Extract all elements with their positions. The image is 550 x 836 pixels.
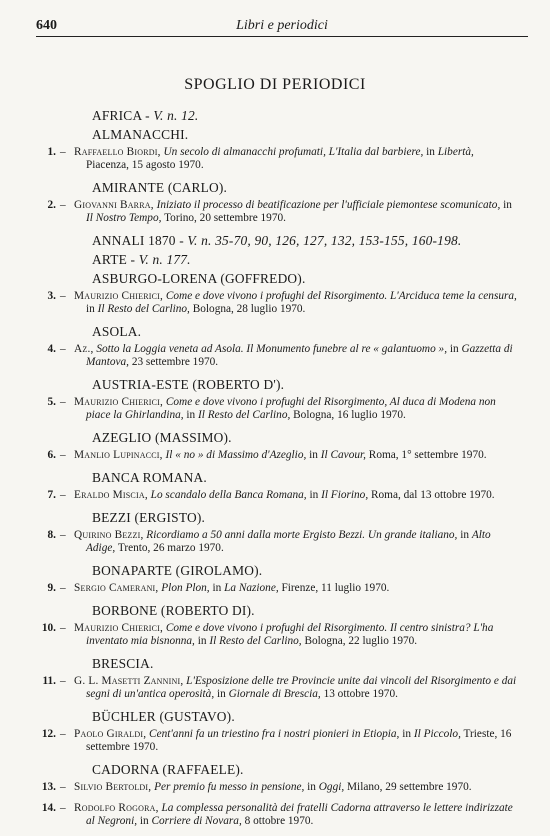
subject-heading	[92, 252, 518, 268]
entry-title: L'Esposizione delle tre Provincie unite dai vincoli del Risorgimento e dai segni di un'antica operosità,	[86, 675, 517, 700]
entry-dash: –	[60, 675, 66, 687]
entry-number: 11.	[42, 675, 56, 687]
subject-heading	[92, 127, 518, 143]
entry-text	[74, 489, 518, 502]
subject-name: AMIRANTE (CARLO).	[92, 180, 228, 195]
entry-text	[74, 728, 518, 754]
entry-in: in	[309, 449, 318, 461]
entry-dash: –	[60, 199, 66, 211]
bibliography-entry	[38, 728, 518, 754]
entry-text	[74, 343, 518, 369]
entry-author: Quirino Bezzi,	[74, 529, 144, 541]
entry-title: Ricordiamo a 50 anni dalla morte Ergisto Bezzi. Un grande italiano,	[146, 529, 458, 541]
subject-heading	[92, 762, 518, 778]
entry-text	[74, 622, 518, 648]
entry-text	[74, 146, 518, 172]
entry-publication: Il Resto del Carlino,	[209, 635, 302, 647]
entry-text	[74, 396, 518, 422]
entry-number: 6.	[47, 449, 56, 461]
running-head	[36, 18, 528, 37]
entry-number: 10.	[41, 622, 56, 634]
entry-place-date: Bologna, 28 luglio 1970.	[192, 303, 306, 315]
entry-dash: –	[60, 529, 66, 541]
entry-in: in	[402, 728, 412, 740]
entry-place-date: Torino, 20 settembre 1970.	[164, 212, 286, 224]
entry-dash: –	[60, 489, 66, 501]
entry-title: Il « no » di Massimo d'Azeglio,	[165, 449, 307, 461]
subject-heading	[92, 377, 518, 393]
entry-publication: Gazzetta di Mantova,	[86, 343, 513, 368]
entry-place-date: 13 ottobre 1970.	[323, 688, 398, 700]
entry-title: Sotto la Loggia veneta ad Asola. Il Monumento funebre al re « galantuomo »,	[96, 343, 448, 355]
subject-heading	[92, 563, 518, 579]
entry-in: in	[86, 303, 95, 315]
bibliography-entry	[38, 802, 518, 828]
subject-heading	[92, 233, 518, 249]
subject-name: BONAPARTE (GIROLAMO).	[92, 563, 263, 578]
entry-publication: Giornale di Brescia,	[228, 688, 321, 700]
bibliography-entry	[38, 622, 518, 648]
subject-name: ARTE -	[92, 252, 139, 267]
entry-title: Un secolo di almanacchi profumati, L'Italia dal barbiere,	[163, 146, 424, 158]
subject-heading	[92, 603, 518, 619]
cross-reference: V. n. 177.	[138, 252, 191, 267]
entry-author: Maurizio Chierici,	[74, 290, 164, 302]
subject-name: ANNALI 1870 -	[92, 233, 188, 248]
bibliography-entry	[38, 290, 518, 316]
entry-publication: Il Fiorino,	[321, 489, 369, 501]
entry-number: 5.	[47, 396, 56, 408]
entry-author: Rodolfo Rogora,	[74, 802, 159, 814]
subject-name: ALMANACCHI.	[92, 127, 189, 142]
subject-heading	[92, 271, 518, 287]
entry-in: in	[426, 146, 435, 158]
entry-author: Maurizio Chierici,	[74, 622, 164, 634]
entry-number: 7.	[47, 489, 56, 501]
entry-number: 14.	[41, 802, 56, 814]
bibliography-entry	[38, 146, 518, 172]
bibliography-entry	[38, 199, 518, 225]
entry-title: Come e dove vivono i profughi del Risorgimento, Al duca di Modena non piace la Ghirlandina,	[86, 396, 496, 421]
entry-place-date: Piacenza, 15 agosto 1970.	[86, 159, 204, 171]
entry-title: La complessa personalità dei fratelli Cadorna attraverso le lettere indirizzate al Negroni,	[86, 802, 513, 827]
entry-publication: Libertà,	[437, 146, 474, 158]
entry-title: Iniziato il processo di beatificazione per l'ufficiale piemontese scomunicato,	[156, 199, 501, 211]
entry-place-date: Roma, 1° settembre 1970.	[368, 449, 487, 461]
entry-dash: –	[60, 449, 66, 461]
entry-text	[74, 290, 518, 316]
entry-text	[74, 449, 518, 462]
entry-in: in	[216, 688, 226, 700]
subject-name: ASBURGO-LORENA (GOFFREDO).	[92, 271, 306, 286]
subject-heading	[92, 470, 518, 486]
subject-heading	[92, 430, 518, 446]
running-title: Libri e periodici	[236, 18, 328, 33]
entry-publication: Il Nostro Tempo,	[86, 212, 162, 224]
entry-publication: Il Piccolo,	[413, 728, 461, 740]
entry-title: Per premio fu messo in pensione,	[154, 781, 305, 793]
entry-publication: Corriere di Novara,	[151, 815, 242, 827]
subject-name: AFRICA -	[92, 108, 154, 123]
subject-name: BEZZI (ERGISTO).	[92, 510, 206, 525]
entry-place-date: Trento, 26 marzo 1970.	[117, 542, 224, 554]
entry-text	[74, 529, 518, 555]
subject-name: BORBONE (ROBERTO DI).	[92, 603, 255, 618]
entry-author: Giovanni Barra,	[74, 199, 154, 211]
subject-name: CADORNA (RAFFAELE).	[92, 762, 244, 777]
entry-dash: –	[60, 781, 66, 793]
bibliography-entry	[38, 781, 518, 794]
bibliography-entry	[38, 489, 518, 502]
subject-heading	[92, 324, 518, 340]
bibliography-entry	[38, 396, 518, 422]
entry-publication: Il Cavour,	[320, 449, 366, 461]
entry-number: 9.	[47, 582, 56, 594]
entry-place-date: 23 settembre 1970.	[131, 356, 219, 368]
entry-in: in	[139, 815, 149, 827]
subject-name: BANCA ROMANA.	[92, 470, 207, 485]
entry-number: 2.	[47, 199, 56, 211]
entry-title: Plon Plon,	[161, 582, 210, 594]
entry-dash: –	[60, 396, 66, 408]
cross-reference: V. n. 12.	[153, 108, 199, 123]
bibliography-entry	[38, 675, 518, 701]
bibliography-entry	[38, 582, 518, 595]
entry-place-date: Firenze, 11 luglio 1970.	[281, 582, 390, 594]
entry-author: Raffaello Biordi,	[74, 146, 161, 158]
entry-place-date: 8 ottobre 1970.	[244, 815, 314, 827]
entry-title: Lo scandalo della Banca Romana,	[150, 489, 307, 501]
entry-publication: La Nazione,	[224, 582, 279, 594]
entry-dash: –	[60, 290, 66, 302]
entry-author: Manlio Lupinacci,	[74, 449, 163, 461]
entry-dash: –	[60, 802, 66, 814]
entry-author: Az.,	[74, 343, 94, 355]
entry-number: 3.	[47, 290, 56, 302]
subject-heading	[92, 108, 518, 124]
entry-place-date: Trieste, 16 settembre 1970.	[86, 728, 512, 753]
entry-place-date: Bologna, 22 luglio 1970.	[304, 635, 418, 647]
entry-text	[74, 199, 518, 225]
section-heading: SPOGLIO DI PERIODICI	[184, 76, 366, 93]
subject-heading	[92, 180, 518, 196]
entry-author: Maurizio Chierici,	[74, 396, 164, 408]
subject-name: AUSTRIA-ESTE (ROBERTO D').	[92, 377, 285, 392]
entry-text	[74, 582, 518, 595]
entry-author: Sergio Camerani,	[74, 582, 159, 594]
entry-place-date: Milano, 29 settembre 1970.	[347, 781, 472, 793]
bibliography-entry	[38, 529, 518, 555]
entry-author: G. L. Masetti Zannini,	[74, 675, 184, 687]
entry-author: Silvio Bertoldi,	[74, 781, 152, 793]
page-number: 640	[36, 18, 57, 33]
entry-number: 12.	[41, 728, 56, 740]
entry-number: 1.	[47, 146, 56, 158]
bibliography-entry	[38, 343, 518, 369]
entry-author: Eraldo Miscia,	[74, 489, 148, 501]
subject-name: BÜCHLER (GUSTAVO).	[92, 709, 235, 724]
subject-heading	[92, 510, 518, 526]
entry-text	[74, 802, 518, 828]
entry-number: 13.	[41, 781, 56, 793]
cross-reference: V. n. 35-70, 90, 126, 127, 132, 153-155, 160-198.	[187, 233, 462, 248]
subject-name: AZEGLIO (MASSIMO).	[92, 430, 232, 445]
bibliography-entry	[38, 449, 518, 462]
subject-name: ASOLA.	[92, 324, 142, 339]
entry-in: in	[212, 582, 222, 594]
entry-number: 8.	[47, 529, 56, 541]
entry-place-date: Roma, dal 13 ottobre 1970.	[370, 489, 495, 501]
entry-title: Cent'anni fa un triestino fra i nostri pionieri in Etiopia,	[149, 728, 400, 740]
entry-in: in	[460, 529, 469, 541]
entry-publication: Oggi,	[318, 781, 345, 793]
entry-publication: Alto Adige,	[86, 529, 491, 554]
entry-in: in	[197, 635, 207, 647]
index-body	[38, 108, 518, 836]
entry-dash: –	[60, 582, 66, 594]
entry-place-date: Bologna, 16 luglio 1970.	[293, 409, 406, 421]
entry-in: in	[186, 409, 196, 421]
entry-title: Come e dove vivono i profughi del Risorgimento. L'Arciduca teme la censura,	[165, 290, 517, 302]
entry-publication: Il Resto del Carlino,	[198, 409, 291, 421]
entry-dash: –	[60, 622, 66, 634]
entry-in: in	[449, 343, 459, 355]
subject-heading	[92, 709, 518, 725]
entry-dash: –	[60, 343, 66, 355]
entry-title: Come e dove vivono i profughi del Risorgimento. Il centro sinistra? L'ha inventato mia bisnonna,	[86, 622, 494, 647]
entry-dash: –	[60, 146, 66, 158]
subject-name: BRESCIA.	[92, 656, 154, 671]
entry-publication: Il Resto del Carlino,	[97, 303, 190, 315]
entry-in: in	[503, 199, 512, 211]
entry-in: in	[309, 489, 319, 501]
subject-heading	[92, 656, 518, 672]
entry-in: in	[307, 781, 316, 793]
entry-text	[74, 781, 518, 794]
entry-text	[74, 675, 518, 701]
entry-dash: –	[60, 728, 66, 740]
entry-author: Paolo Giraldi,	[74, 728, 147, 740]
entry-number: 4.	[47, 343, 56, 355]
